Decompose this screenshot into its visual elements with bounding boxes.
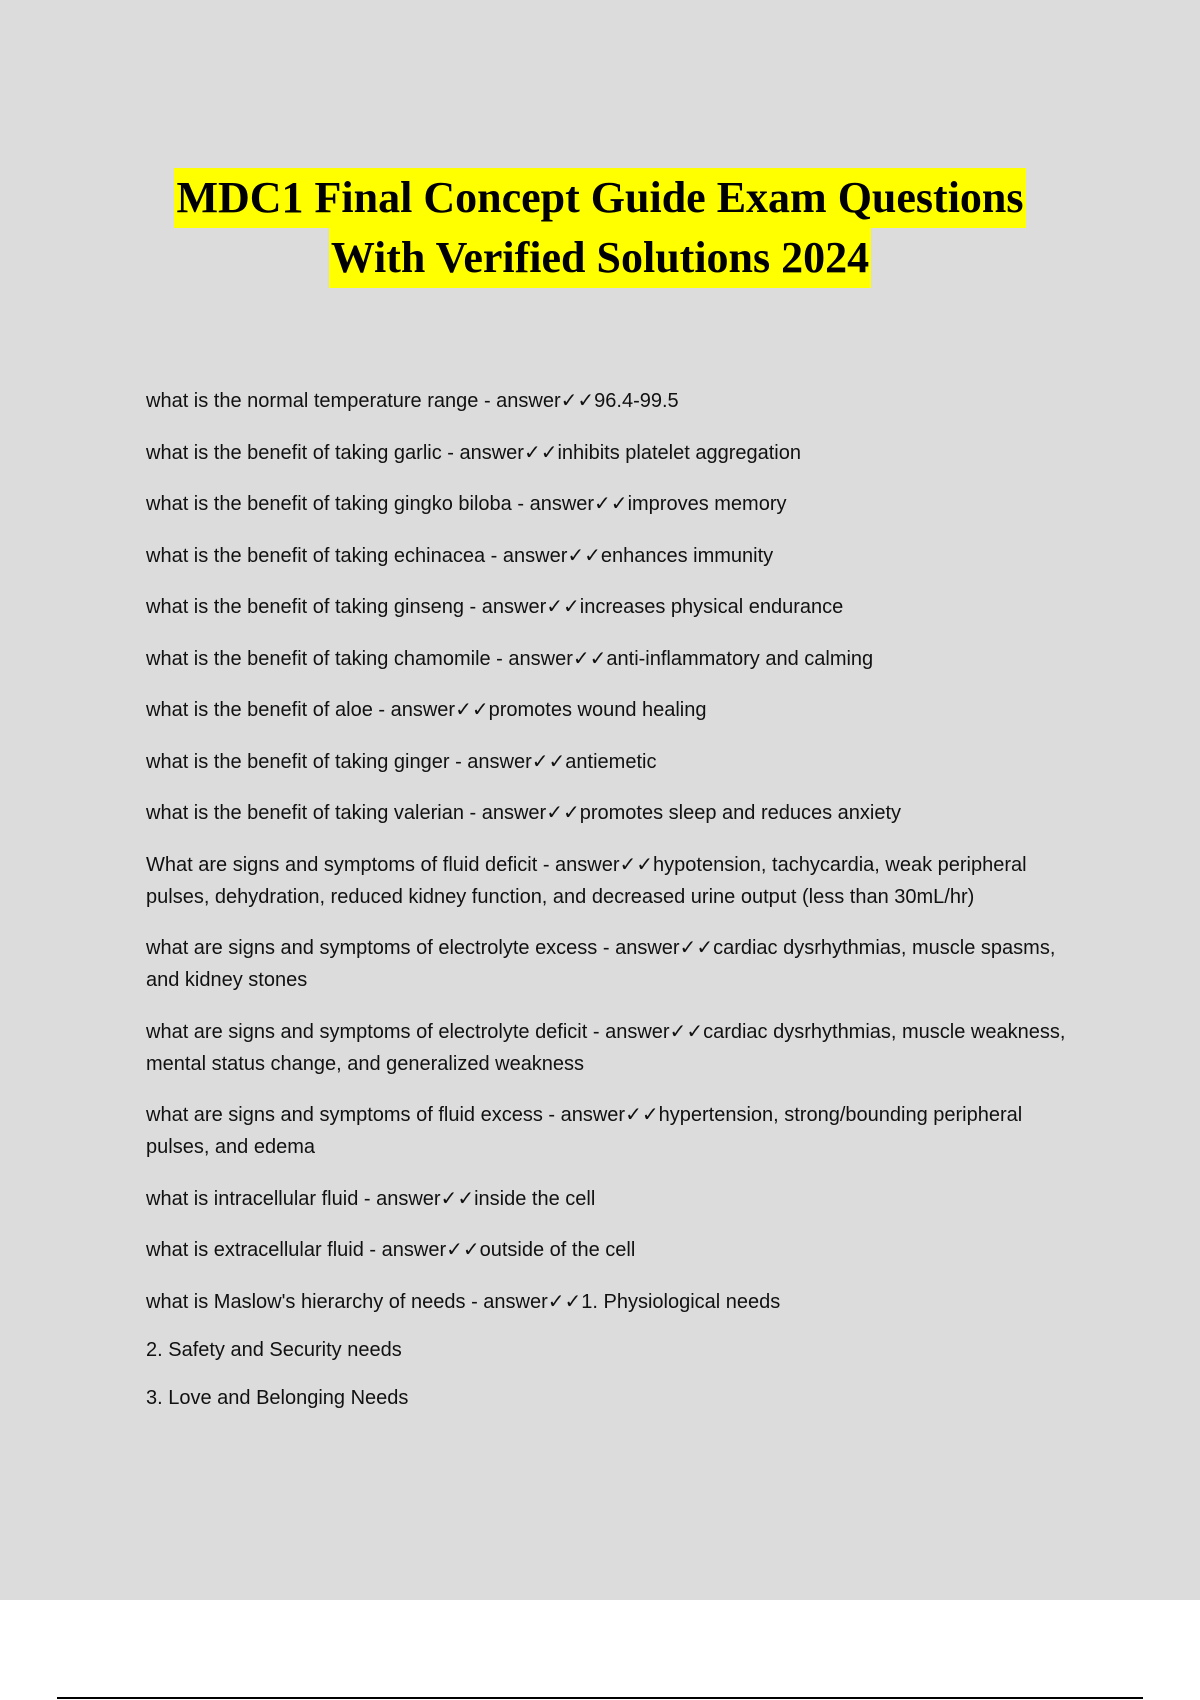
qa-item: what is Maslow's hierarchy of needs - answer✓✓1. Physiological needs <box>146 1290 781 1313</box>
qa-item: what is the benefit of taking ginseng - answer✓✓increases physical endurance <box>146 596 844 618</box>
title-line-1: MDC1 Final Concept Guide Exam Questions <box>174 168 1025 228</box>
qa-item: what is intracellular fluid - answer✓✓inside the cell <box>146 1187 596 1210</box>
qa-item: 2. Safety and Security needs <box>146 1338 402 1361</box>
qa-item: what are signs and symptoms of electrolyte deficit - answer✓✓cardiac dysrhythmias, muscle weakness, mental status change, and generalized weakness <box>146 1020 1066 1075</box>
qa-item: what are signs and symptoms of electrolyte excess - answer✓✓cardiac dysrhythmias, muscle spasms, and kidney stones <box>146 937 1056 991</box>
qa-item: what is the benefit of taking garlic - answer✓✓inhibits platelet aggregation <box>146 441 801 464</box>
footer-divider <box>57 1697 1143 1699</box>
qa-item: What are signs and symptoms of fluid deficit - answer✓✓hypotension, tachycardia, weak peripheral pulses, dehydration, reduced kidney function, and decreased urine output (less than 30mL/hr) <box>146 853 1027 908</box>
document-title <box>0 168 1200 288</box>
qa-item: what is the benefit of taking echinacea - answer✓✓enhances immunity <box>146 544 774 567</box>
title-line-2: With Verified Solutions 2024 <box>329 228 871 288</box>
qa-item: what is the benefit of taking valerian - answer✓✓promotes sleep and reduces anxiety <box>146 802 902 824</box>
qa-item: what is the benefit of taking chamomile - answer✓✓anti-inflammatory and calming <box>146 647 874 670</box>
qa-item: what are signs and symptoms of fluid excess - answer✓✓hypertension, strong/bounding peripheral pulses, and edema <box>146 1104 1023 1158</box>
qa-item: what is the benefit of aloe - answer✓✓promotes wound healing <box>146 699 707 721</box>
qa-item: what is the benefit of taking ginger - answer✓✓antiemetic <box>146 750 657 773</box>
qa-item: what is the benefit of taking gingko biloba - answer✓✓improves memory <box>146 493 787 515</box>
qa-item: what is the normal temperature range - answer✓✓96.4-99.5 <box>146 390 679 412</box>
qa-list <box>146 385 1086 1430</box>
qa-item: what is extracellular fluid - answer✓✓outside of the cell <box>146 1239 636 1261</box>
qa-item: 3. Love and Belonging Needs <box>146 1386 409 1409</box>
